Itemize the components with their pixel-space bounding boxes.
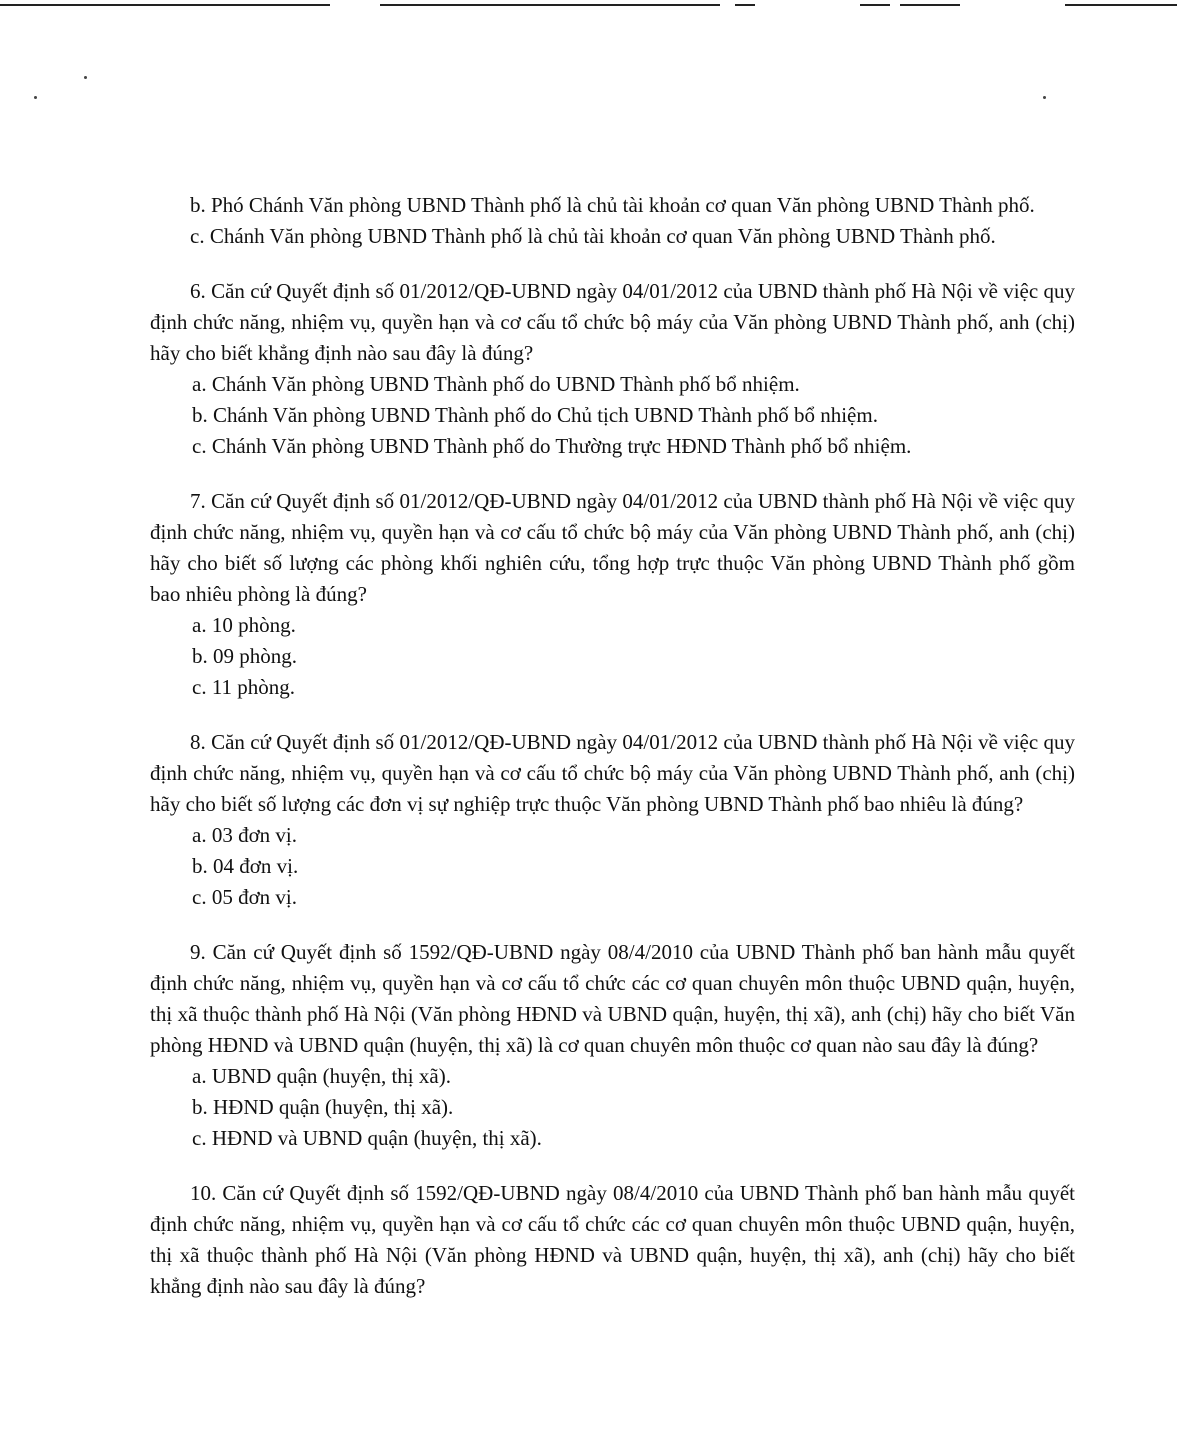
- border-segment: [735, 4, 755, 6]
- option-text: a. 03 đơn vị.: [192, 823, 298, 847]
- border-segment: [1065, 4, 1177, 6]
- border-segment: [380, 4, 720, 6]
- question-text: 9. Căn cứ Quyết định số 1592/QĐ-UBND ngày 08/4/2010 của UBND Thành phố ban hành mẫu quyết định chức năng, nhiệm vụ, quyền hạn và cơ cấu tổ chức các cơ quan chuyên môn thuộc UBND quận, huyện, thị xã thuộc thành phố Hà Nội (Văn phòng HĐND và UBND quận, huyện, thị xã), anh (chị) hãy cho biết Văn phòng HĐND và UBND quận (huyện, thị xã) là cơ quan chuyên môn thuộc cơ quan nào sau đây là đúng?: [150, 940, 1075, 1057]
- option-text: a. Chánh Văn phòng UBND Thành phố do UBND Thành phố bổ nhiệm.: [192, 372, 800, 396]
- option-text: c. Chánh Văn phòng UBND Thành phố là chủ tài khoản cơ quan Văn phòng UBND Thành phố.: [190, 224, 996, 248]
- scan-speck: [1043, 96, 1046, 99]
- option-text: b. 04 đơn vị.: [192, 854, 299, 878]
- option-text: c. 11 phòng.: [192, 675, 296, 699]
- border-segment: [900, 4, 960, 6]
- carryover-options: [150, 190, 1075, 252]
- option-text: a. 10 phòng.: [192, 613, 296, 637]
- question-8: [150, 727, 1075, 913]
- question-text: 7. Căn cứ Quyết định số 01/2012/QĐ-UBND ngày 04/01/2012 của UBND thành phố Hà Nội về việc quy định chức năng, nhiệm vụ, quyền hạn và cơ cấu tổ chức bộ máy của Văn phòng UBND Thành phố, anh (chị) hãy cho biết số lượng các phòng khối nghiên cứu, tổng hợp trực thuộc Văn phòng UBND Thành phố gồm bao nhiêu phòng là đúng?: [150, 489, 1075, 606]
- scan-speck: [34, 96, 37, 99]
- question-6: [150, 276, 1075, 462]
- question-text: 10. Căn cứ Quyết định số 1592/QĐ-UBND ngày 08/4/2010 của UBND Thành phố ban hành mẫu quyết định chức năng, nhiệm vụ, quyền hạn và cơ cấu tổ chức các cơ quan chuyên môn thuộc UBND quận, huyện, thị xã thuộc thành phố Hà Nội (Văn phòng HĐND và UBND quận, huyện, thị xã), anh (chị) hãy cho biết khẳng định nào sau đây là đúng?: [150, 1181, 1075, 1298]
- option-text: c. HĐND và UBND quận (huyện, thị xã).: [192, 1126, 542, 1150]
- question-7: [150, 486, 1075, 703]
- border-segment: [0, 4, 330, 6]
- option-text: b. 09 phòng.: [192, 644, 297, 668]
- option-text: b. Chánh Văn phòng UBND Thành phố do Chủ tịch UBND Thành phố bổ nhiệm.: [192, 403, 878, 427]
- scan-speck: [84, 76, 87, 79]
- border-segment: [860, 4, 890, 6]
- question-10: [150, 1178, 1075, 1302]
- option-text: c. Chánh Văn phòng UBND Thành phố do Thường trực HĐND Thành phố bổ nhiệm.: [192, 434, 912, 458]
- question-text: 6. Căn cứ Quyết định số 01/2012/QĐ-UBND ngày 04/01/2012 của UBND thành phố Hà Nội về việc quy định chức năng, nhiệm vụ, quyền hạn và cơ cấu tổ chức bộ máy của Văn phòng UBND Thành phố, anh (chị) hãy cho biết khẳng định nào sau đây là đúng?: [150, 279, 1075, 365]
- option-text: c. 05 đơn vị.: [192, 885, 298, 909]
- option-text: b. HĐND quận (huyện, thị xã).: [192, 1095, 454, 1119]
- option-text: b. Phó Chánh Văn phòng UBND Thành phố là chủ tài khoản cơ quan Văn phòng UBND Thành phố.: [190, 193, 1035, 217]
- document-body: [150, 190, 1075, 1302]
- option-text: a. UBND quận (huyện, thị xã).: [192, 1064, 451, 1088]
- question-text: 8. Căn cứ Quyết định số 01/2012/QĐ-UBND ngày 04/01/2012 của UBND thành phố Hà Nội về việc quy định chức năng, nhiệm vụ, quyền hạn và cơ cấu tổ chức bộ máy của Văn phòng UBND Thành phố, anh (chị) hãy cho biết số lượng các đơn vị sự nghiệp trực thuộc Văn phòng UBND Thành phố bao nhiêu là đúng?: [150, 730, 1075, 816]
- question-9: [150, 937, 1075, 1154]
- scan-top-border: [0, 0, 1177, 12]
